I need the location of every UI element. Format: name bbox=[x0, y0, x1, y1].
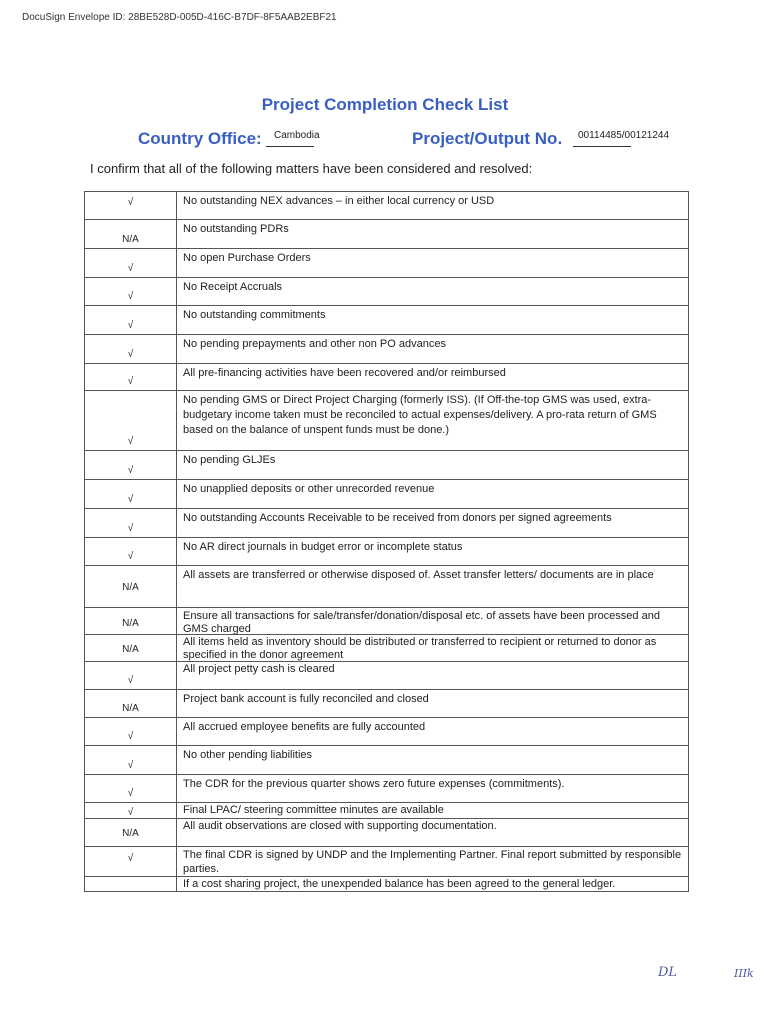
item-text: No Receipt Accruals bbox=[183, 281, 283, 293]
checklist-row bbox=[85, 718, 688, 746]
status-cell bbox=[85, 220, 177, 248]
status-mark: √ bbox=[127, 551, 134, 562]
status-cell bbox=[85, 847, 177, 876]
item-text: No outstanding Accounts Receivable to be received from donors per signed agreements bbox=[183, 512, 612, 524]
status-mark: √ bbox=[127, 523, 134, 534]
status-cell bbox=[85, 335, 177, 363]
item-text: No other pending liabilities bbox=[183, 749, 313, 761]
checklist-row bbox=[85, 635, 688, 662]
item-text: All pre-financing activities have been recovered and/or reimbursed bbox=[183, 367, 506, 379]
item-text: All project petty cash is cleared bbox=[183, 663, 335, 675]
status-cell bbox=[85, 662, 177, 689]
status-cell bbox=[85, 192, 177, 219]
item-text: No pending prepayments and other non PO advances bbox=[183, 338, 446, 350]
status-mark: √ bbox=[127, 675, 134, 686]
item-text: Project bank account is fully reconciled and closed bbox=[183, 693, 429, 705]
page-title: Project Completion Check List bbox=[261, 95, 509, 114]
status-mark: √ bbox=[127, 436, 134, 447]
item-text: No pending GMS or Direct Project Charging (formerly ISS). (If Off-the-top GMS was used, extra-budgetary income taken must be reconciled to actual expenses/delivery. A pro-rata return of GMS based on the balance of unspent funds must be done.) bbox=[183, 394, 657, 436]
checklist-row bbox=[85, 746, 688, 775]
checklist-row bbox=[85, 220, 688, 249]
status-cell bbox=[85, 306, 177, 334]
item-text: No outstanding PDRs bbox=[183, 223, 289, 235]
project-output-underline bbox=[573, 146, 631, 147]
envelope-id: DocuSign Envelope ID: 28BE528D-005D-416C-B7DF-8F5AAB2EBF21 bbox=[22, 12, 337, 23]
country-office-underline bbox=[266, 146, 314, 147]
status-mark: N/A bbox=[122, 703, 139, 714]
checklist-row bbox=[85, 509, 688, 538]
status-mark: √ bbox=[127, 788, 134, 799]
signer-initials-1: DL bbox=[658, 965, 678, 980]
checklist-row bbox=[85, 538, 688, 566]
status-cell bbox=[85, 249, 177, 277]
item-text: No open Purchase Orders bbox=[183, 252, 311, 264]
country-office-value: Cambodia bbox=[274, 130, 320, 141]
checklist-row bbox=[85, 391, 688, 451]
status-mark: N/A bbox=[122, 234, 139, 245]
status-mark: N/A bbox=[122, 582, 139, 593]
checklist-row bbox=[85, 608, 688, 635]
checklist-row bbox=[85, 335, 688, 364]
item-text: All items held as inventory should be distributed or transferred to recipient or returned to donor as specified in the donor agreement bbox=[183, 636, 657, 661]
item-text: No unapplied deposits or other unrecorded revenue bbox=[183, 483, 435, 495]
intro-text: I confirm that all of the following matters have been considered and resolved: bbox=[90, 161, 533, 176]
status-mark: √ bbox=[127, 376, 134, 387]
status-cell bbox=[85, 690, 177, 717]
checklist-row bbox=[85, 249, 688, 278]
status-cell bbox=[85, 538, 177, 565]
status-cell bbox=[85, 775, 177, 802]
status-cell bbox=[85, 364, 177, 390]
status-mark: √ bbox=[127, 760, 134, 771]
checklist-row bbox=[85, 847, 688, 877]
status-mark: N/A bbox=[122, 618, 139, 629]
checklist-row bbox=[85, 192, 688, 220]
status-cell bbox=[85, 635, 177, 661]
status-mark: √ bbox=[127, 197, 134, 208]
status-cell bbox=[85, 803, 177, 818]
checklist-table bbox=[84, 191, 689, 892]
country-office-label: Country Office: bbox=[138, 129, 262, 148]
checklist-row bbox=[85, 775, 688, 803]
checklist-row bbox=[85, 662, 688, 690]
item-text: If a cost sharing project, the unexpended balance has been agreed to the general ledger. bbox=[183, 878, 616, 890]
status-mark: √ bbox=[127, 807, 134, 818]
checklist-row bbox=[85, 819, 688, 847]
checklist-row bbox=[85, 364, 688, 391]
item-text: All assets are transferred or otherwise disposed of. Asset transfer letters/ documents are in place bbox=[183, 569, 654, 581]
status-mark: √ bbox=[127, 349, 134, 360]
status-cell bbox=[85, 718, 177, 745]
status-cell bbox=[85, 819, 177, 846]
item-text: No outstanding NEX advances – in either local currency or USD bbox=[183, 195, 495, 207]
status-mark: √ bbox=[127, 263, 134, 274]
signer-initials-2: IIIk bbox=[734, 967, 754, 980]
item-text: Ensure all transactions for sale/transfer/donation/disposal etc. of assets have been processed and GMS charged bbox=[183, 610, 660, 634]
status-cell bbox=[85, 278, 177, 305]
status-cell bbox=[85, 480, 177, 508]
checklist-row bbox=[85, 278, 688, 306]
status-mark: √ bbox=[127, 320, 134, 331]
checklist-row bbox=[85, 877, 688, 892]
status-cell bbox=[85, 566, 177, 607]
status-mark: √ bbox=[127, 731, 134, 742]
checklist-row bbox=[85, 690, 688, 718]
status-cell bbox=[85, 391, 177, 450]
project-output-label: Project/Output No. bbox=[412, 129, 563, 148]
status-cell bbox=[85, 509, 177, 537]
item-text: No AR direct journals in budget error or incomplete status bbox=[183, 541, 463, 553]
status-mark: √ bbox=[127, 494, 134, 505]
checklist-row bbox=[85, 566, 688, 608]
item-text: The final CDR is signed by UNDP and the Implementing Partner. Final report submitted by responsible parties. bbox=[183, 849, 682, 875]
checklist-row bbox=[85, 480, 688, 509]
project-output-value: 00114485/00121244 bbox=[578, 130, 670, 141]
status-cell bbox=[85, 451, 177, 479]
status-cell bbox=[85, 877, 177, 891]
status-cell bbox=[85, 746, 177, 774]
status-cell bbox=[85, 608, 177, 634]
checklist-row bbox=[85, 451, 688, 480]
item-text: All accrued employee benefits are fully accounted bbox=[183, 721, 426, 733]
checklist-row bbox=[85, 306, 688, 335]
item-text: All audit observations are closed with supporting documentation. bbox=[183, 820, 497, 832]
item-text: The CDR for the previous quarter shows zero future expenses (commitments). bbox=[183, 778, 565, 790]
item-text: No pending GLJEs bbox=[183, 454, 276, 466]
checklist-row bbox=[85, 803, 688, 819]
status-mark: √ bbox=[127, 291, 134, 302]
item-text: No outstanding commitments bbox=[183, 309, 326, 321]
status-mark: √ bbox=[127, 465, 134, 476]
status-mark: N/A bbox=[122, 828, 139, 839]
status-mark: √ bbox=[127, 853, 134, 864]
item-text: Final LPAC/ steering committee minutes are available bbox=[183, 804, 444, 816]
status-mark: N/A bbox=[122, 644, 139, 655]
